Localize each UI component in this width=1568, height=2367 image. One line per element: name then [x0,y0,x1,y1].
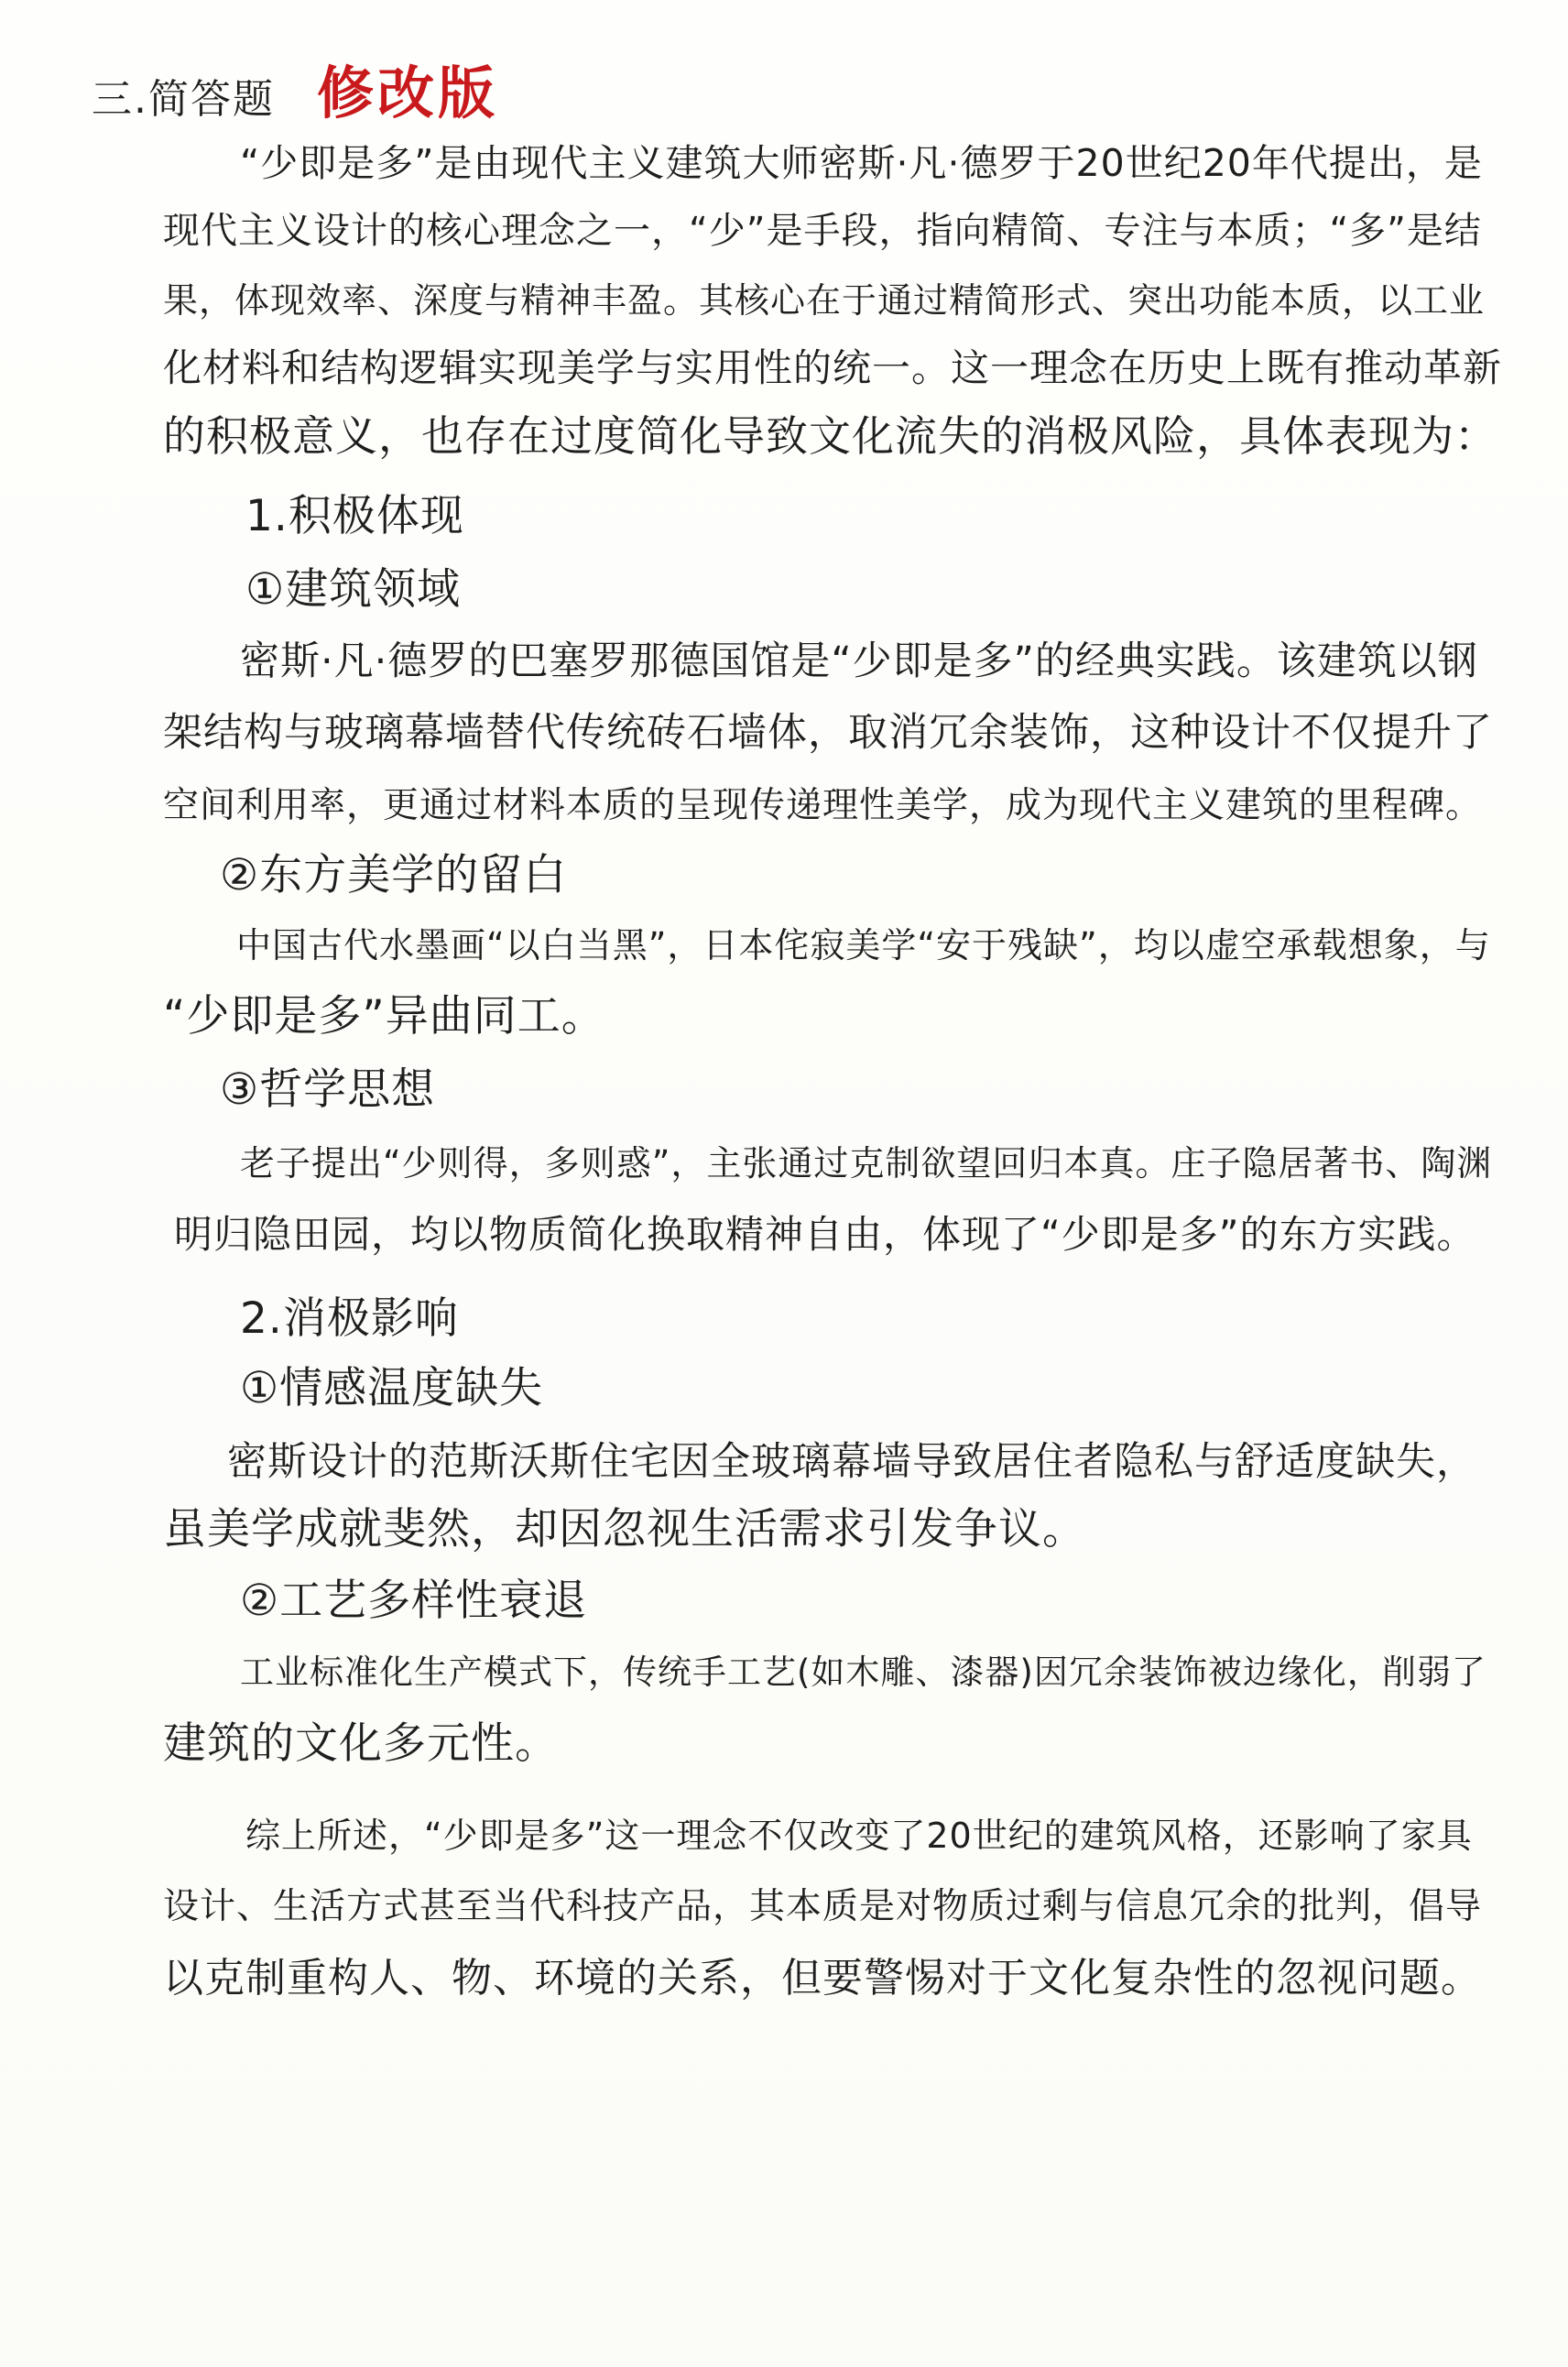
intro-line: 化材料和结构逻辑实现美学与实用性的统一。这一理念在历史上既有推动革新 [163,345,1503,390]
architecture-line: 架结构与玻璃幕墙替代传统砖石墙体，取消冗余装饰，这种设计不仅提升了 [163,710,1493,756]
revised-version-title: 修改版 [317,60,499,126]
warmth-line: 虽美学成就斐然，却因忽视生活需求引发争议。 [163,1504,1086,1554]
intro-line: 的积极意义，也存在过度简化导致文化流失的消极风险，具体表现为： [163,411,1497,461]
negative-heading: 2.消极影响 [240,1293,459,1344]
conclusion-line: 综上所述，“少即是多”这一理念不仅改变了20世纪的建筑风格，还影响了家具 [245,1816,1473,1856]
warmth-line: 密斯设计的范斯沃斯住宅因全玻璃幕墙导致居住者隐私与舒适度缺失， [227,1439,1476,1485]
aesthetic-line: “少即是多”异曲同工。 [163,991,605,1042]
architecture-line: 密斯·凡·德罗的巴塞罗那德国馆是“少即是多”的经典实践。该建筑以钢 [240,638,1478,684]
intro-line: 果，体现效率、深度与精神丰盈。其核心在于通过精简形式、突出功能本质，以工业 [163,280,1486,321]
craft-heading: ②工艺多样性衰退 [240,1576,588,1626]
philosophy-line: 老子提出“少则得，多则惑”，主张通过克制欲望回归本真。庄子隐居著书、陶渊 [240,1143,1493,1184]
intro-line: “少即是多”是由现代主义建筑大师密斯·凡·德罗于20世纪20年代提出，是 [240,141,1483,185]
page-header [92,48,498,129]
intro-line: 现代主义设计的核心理念之一，“少”是手段，指向精简、专注与本质；“多”是结 [163,210,1482,252]
warmth-heading: ①情感温度缺失 [240,1363,544,1413]
conclusion-line: 设计、生活方式甚至当代科技产品，其本质是对物质过剩与信息冗余的批判，倡导 [163,1886,1483,1927]
craft-line: 工业标准化生产模式下，传统手工艺(如木雕、漆器)因冗余装饰被边缘化，削弱了 [240,1653,1486,1692]
architecture-line: 空间利用率，更通过材料本质的呈现传递理性美学，成为现代主义建筑的里程碑。 [163,785,1483,826]
philosophy-line: 明归隐田园，均以物质简化换取精神自由，体现了“少即是多”的东方实践。 [174,1212,1476,1257]
conclusion-line: 以克制重构人、物、环境的关系，但要警惕对于文化复杂性的忽视问题。 [163,1955,1482,2002]
craft-line: 建筑的文化多元性。 [163,1718,559,1769]
aesthetic-line: 中国古代水墨画“以白当黑”，日本侘寂美学“安于残缺”，均以虚空承载想象，与 [236,925,1491,965]
philosophy-heading: ③哲学思想 [220,1064,436,1115]
positive-heading: 1.积极体现 [245,491,464,541]
architecture-heading: ①建筑领域 [245,564,462,615]
section-label: 三.简答题 [92,76,275,123]
aesthetic-heading: ②东方美学的留白 [220,850,568,900]
